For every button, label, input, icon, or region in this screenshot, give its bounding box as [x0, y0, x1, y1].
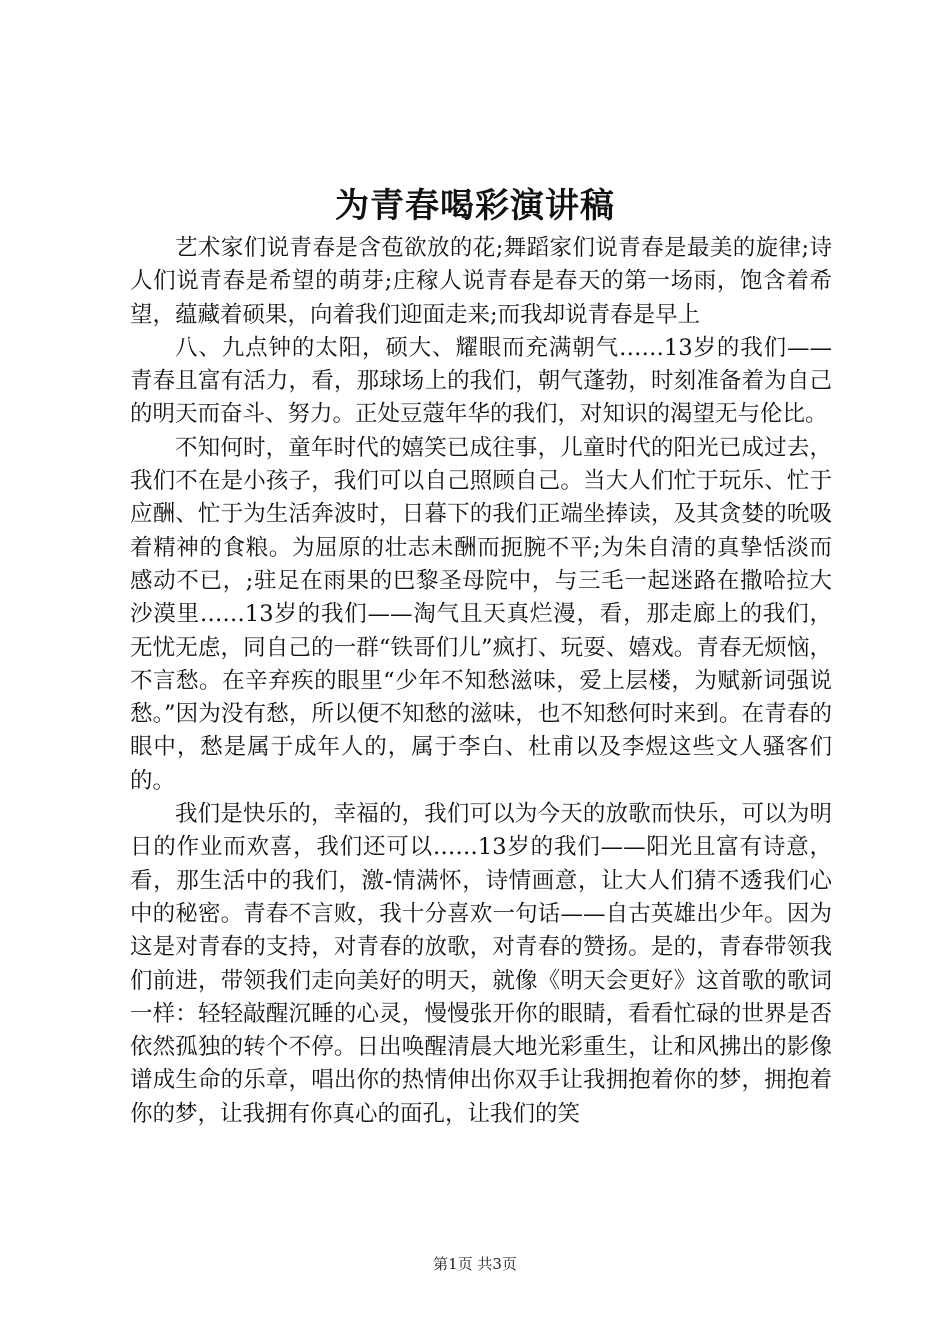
paragraph-4: 我们是快乐的，幸福的，我们可以为今天的放歌而快乐，可以为明日的作业而欢喜，我们还可以……13岁的我们——阳光且富有诗意，看，那生活中的我们，激-情满怀，诗情画意，让大人们猜不透我们心中的秘密。青春不言败，我十分喜欢一句话——自古英雄出少年。因为这是对青春的支持，对青春的放歌，对青春的赞扬。是的，青春带领我们前进，带领我们走向美好的明天，就像《明天会更好》这首歌的歌词一样：轻轻敲醒沉睡的心灵，慢慢张开你的眼睛，看看忙碌的世界是否依然孤独的转个不停。日出唤醒清晨大地光彩重生，让和风拂出的影像谱成生命的乐章，唱出你的热情伸出你双手让我拥抱着你的梦，拥抱着你的梦，让我拥有你真心的面孔，让我们的笑	[130, 801, 832, 1127]
page-indicator: 第1页 共3页	[433, 1255, 517, 1273]
document-body	[130, 232, 832, 1131]
document-title: 为青春喝彩演讲稿	[335, 186, 615, 226]
paragraph-3: 不知何时，童年时代的嬉笑已成往事，儿童时代的阳光已成过去，我们不在是小孩子，我们可以自己照顾自己。当大人们忙于玩乐、忙于应酬、忙于为生活奔波时，日暮下的我们正端坐捧读，及其贪婪的吮吸着精神的食粮。为屈原的壮志未酬而扼腕不平;为朱自清的真挚恬淡而感动不已，;驻足在雨果的巴黎圣母院中，与三毛一起迷路在撒哈拉大沙漠里……13岁的我们——淘气且天真烂漫，看，那走廊上的我们，无忧无虑，同自己的一群“铁哥们儿”疯打、玩耍、嬉戏。青春无烦恼，不言愁。在辛弃疾的眼里“少年不知愁滋味，爱上层楼，为赋新词强说愁。”因为没有愁，所以便不知愁的滋味，也不知愁何时来到。在青春的眼中，愁是属于成年人的，属于李白、杜甫以及李煜这些文人骚客们的。	[130, 434, 832, 794]
paragraph-1: 艺术家们说青春是含苞欲放的花;舞蹈家们说青春是最美的旋律;诗人们说青春是希望的萌芽;庄稼人说青春是春天的第一场雨，饱含着希望，蕴藏着硕果，向着我们迎面走来;而我却说青春是早上	[130, 235, 832, 328]
page-footer	[0, 1254, 950, 1274]
paragraph-2: 八、九点钟的太阳，硕大、耀眼而充满朝气……13岁的我们——青春且富有活力，看，那球场上的我们，朝气蓬勃，时刻准备着为自己的明天而奋斗、努力。正处豆蔻年华的我们，对知识的渴望无与伦比。	[130, 334, 832, 428]
